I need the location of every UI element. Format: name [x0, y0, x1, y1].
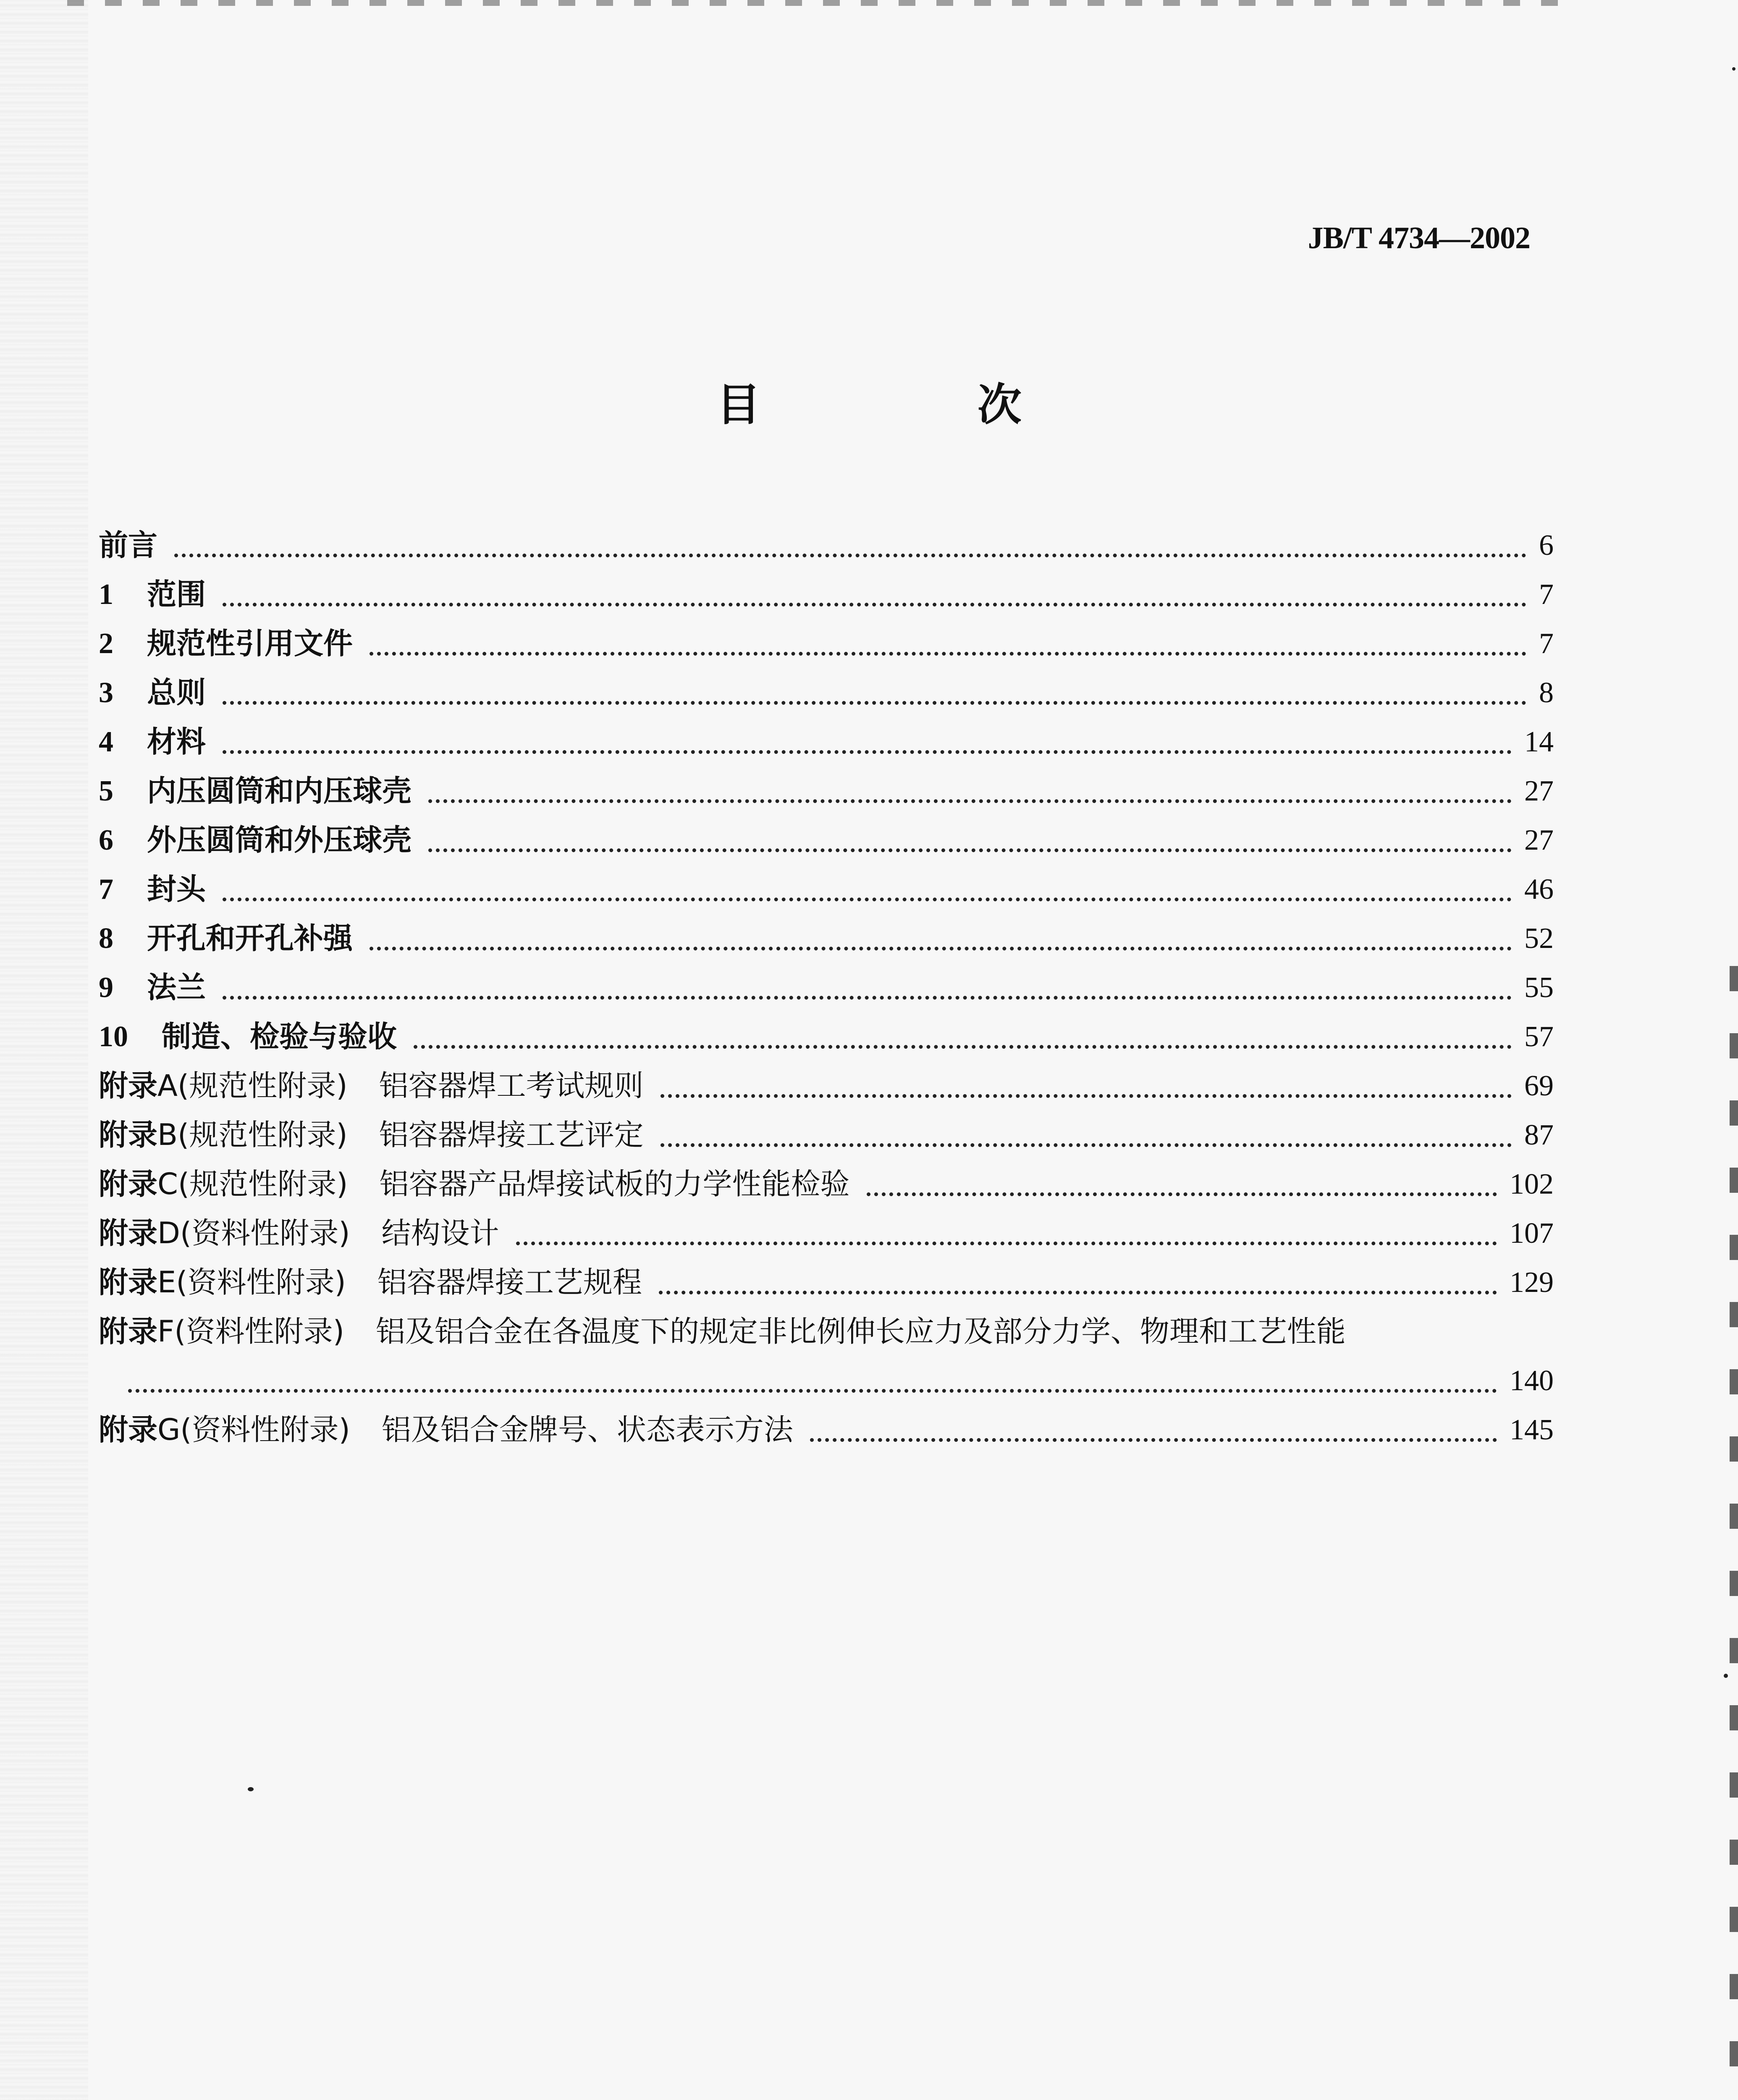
appendix-name: 附录	[99, 1167, 157, 1201]
scan-speck	[1732, 67, 1735, 71]
toc-entry-7[interactable]	[99, 865, 1554, 914]
toc-entry-label: 范围	[147, 577, 206, 612]
toc-entry-page: 102	[1510, 1168, 1554, 1200]
dot-leader	[370, 652, 1526, 656]
toc-entry-page: 6	[1539, 529, 1554, 562]
toc-entry-3[interactable]	[99, 668, 1554, 717]
toc-entry-1[interactable]	[99, 570, 1554, 619]
toc-entry-page: 14	[1524, 726, 1554, 758]
scan-artifact-left	[0, 0, 88, 2100]
toc-entry-number: 3	[99, 677, 113, 709]
appendix-title: 铝及铝合金牌号、状态表示方法	[381, 1412, 793, 1447]
appendix-code	[99, 1110, 348, 1160]
toc-entry-appendix-d[interactable]	[99, 1209, 1554, 1258]
toc-entry-page: 57	[1524, 1021, 1554, 1053]
toc-entry-number: 6	[99, 824, 113, 856]
toc-entry-appendix-f[interactable]	[99, 1307, 1554, 1356]
toc-entry-page: 87	[1524, 1119, 1554, 1151]
toc-title: 目 次	[716, 379, 1122, 430]
toc-entry-number: 4	[99, 726, 113, 758]
appendix-code-text: C(规范性附录)	[157, 1167, 348, 1201]
dot-leader	[428, 848, 1512, 852]
dot-leader	[128, 1389, 1497, 1393]
toc-entry-page: 8	[1539, 677, 1554, 709]
dot-leader	[223, 701, 1526, 705]
toc-entry-8[interactable]	[99, 914, 1554, 963]
dot-leader	[810, 1438, 1497, 1442]
appendix-name: 附录	[99, 1314, 157, 1349]
appendix-title: 结构设计	[381, 1216, 499, 1250]
toc-entry-appendix-e[interactable]	[99, 1258, 1554, 1307]
toc-entry-label: 规范性引用文件	[147, 626, 353, 661]
toc-entry-number: 7	[99, 873, 113, 906]
toc-entry-appendix-g[interactable]	[99, 1405, 1554, 1454]
toc-entry-number: 5	[99, 775, 113, 807]
appendix-code	[99, 1061, 348, 1110]
dot-leader	[867, 1192, 1497, 1196]
dot-leader	[174, 554, 1526, 557]
scan-artifact-right	[1730, 966, 1738, 2100]
appendix-title: 铝及铝合金在各温度下的规定非比例伸长应力及部分力学、物理和工艺性能	[375, 1314, 1346, 1349]
toc-entry-page: 107	[1510, 1217, 1554, 1250]
toc-entry-page: 140	[1510, 1365, 1554, 1397]
document-code: JB/T 4734—2002	[1308, 221, 1530, 255]
appendix-code	[99, 1258, 346, 1307]
toc-entry-6[interactable]	[99, 816, 1554, 865]
toc-entry-page: 46	[1524, 873, 1554, 906]
appendix-name: 附录	[99, 1265, 157, 1299]
scan-speck	[1724, 1674, 1728, 1678]
toc-entry-page: 129	[1510, 1266, 1554, 1299]
toc-entry-number: 10	[99, 1021, 128, 1053]
toc-entry-page: 7	[1539, 578, 1554, 611]
toc-entry-page: 27	[1524, 824, 1554, 856]
toc-entry-9[interactable]	[99, 963, 1554, 1012]
toc-entry-page: 69	[1524, 1070, 1554, 1102]
toc-entry-appendix-c[interactable]	[99, 1160, 1554, 1209]
toc-entry-page: 27	[1524, 775, 1554, 807]
dot-leader	[428, 799, 1512, 803]
toc-entry-5[interactable]	[99, 766, 1554, 816]
dot-leader	[370, 947, 1512, 950]
toc-entry-page: 55	[1524, 971, 1554, 1004]
toc-entry-label: 制造、检验与验收	[162, 1019, 397, 1054]
toc-entry-4[interactable]	[99, 717, 1554, 766]
toc-entry-label: 前言	[99, 528, 157, 562]
dot-leader	[414, 1045, 1512, 1049]
toc-entry-2[interactable]	[99, 619, 1554, 668]
toc-entry-label: 材料	[147, 724, 206, 759]
toc-entry-page: 52	[1524, 922, 1554, 955]
appendix-title: 铝容器焊接工艺规程	[377, 1265, 642, 1299]
appendix-title: 铝容器焊工考试规则	[379, 1068, 644, 1103]
toc-entry-label: 法兰	[147, 970, 206, 1005]
toc-entry-page: 7	[1539, 627, 1554, 660]
appendix-code-text: F(资料性附录)	[157, 1314, 344, 1349]
appendix-code	[99, 1209, 350, 1258]
toc-entry-appendix-a[interactable]	[99, 1061, 1554, 1110]
toc-entry-label: 开孔和开孔补强	[147, 921, 353, 956]
appendix-code-text: D(资料性附录)	[157, 1216, 350, 1250]
toc-entry-number: 2	[99, 627, 113, 660]
dot-leader	[223, 898, 1512, 901]
dot-leader	[223, 603, 1526, 606]
toc-entry-page: 145	[1510, 1414, 1554, 1446]
toc-entry-number: 9	[99, 971, 113, 1004]
toc-entry-appendix-b[interactable]	[99, 1110, 1554, 1160]
appendix-name: 附录	[99, 1068, 157, 1103]
toc-entry-preface[interactable]	[99, 521, 1554, 570]
table-of-contents	[99, 521, 1554, 1454]
toc-entry-number: 1	[99, 578, 113, 611]
appendix-code	[99, 1160, 348, 1209]
appendix-title: 铝容器产品焊接试板的力学性能检验	[379, 1167, 850, 1201]
appendix-code-text: E(资料性附录)	[157, 1265, 346, 1299]
dot-leader	[659, 1291, 1497, 1294]
scan-artifact-top	[67, 0, 1562, 6]
toc-entry-10[interactable]	[99, 1012, 1554, 1061]
appendix-code-text: B(规范性附录)	[157, 1118, 348, 1152]
appendix-name: 附录	[99, 1412, 157, 1447]
toc-entry-label: 总则	[147, 675, 206, 710]
toc-entry-appendix-f-continuation[interactable]	[99, 1356, 1554, 1405]
appendix-code-text: G(资料性附录)	[157, 1412, 350, 1447]
appendix-code	[99, 1405, 350, 1454]
dot-leader	[661, 1143, 1512, 1147]
toc-entry-number: 8	[99, 922, 113, 955]
appendix-name: 附录	[99, 1216, 157, 1250]
appendix-code	[99, 1307, 344, 1356]
appendix-code-text: A(规范性附录)	[157, 1068, 348, 1103]
appendix-title: 铝容器焊接工艺评定	[379, 1118, 644, 1152]
appendix-name: 附录	[99, 1118, 157, 1152]
dot-leader	[223, 996, 1512, 1000]
toc-entry-label: 内压圆筒和内压球壳	[147, 774, 412, 808]
dot-leader	[516, 1242, 1497, 1245]
toc-entry-label: 外压圆筒和外压球壳	[147, 823, 412, 857]
scan-speck	[248, 1787, 254, 1791]
dot-leader	[661, 1094, 1512, 1098]
dot-leader	[223, 750, 1512, 754]
toc-entry-label: 封头	[147, 872, 206, 906]
